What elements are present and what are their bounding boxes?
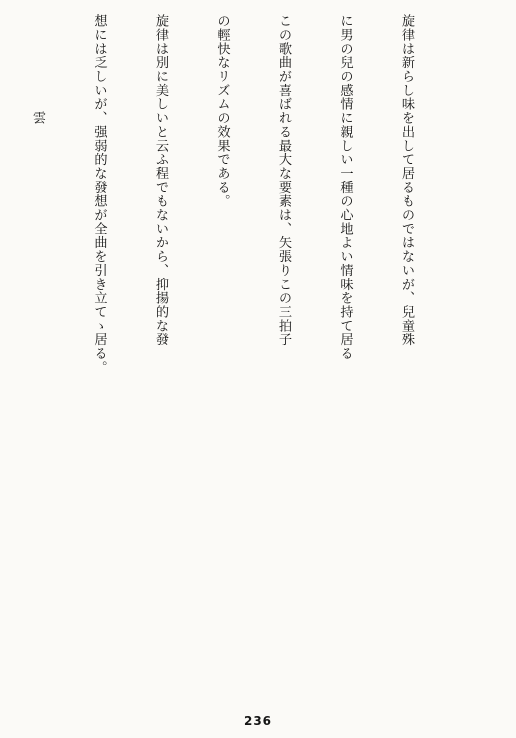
text-line: に男の兒の感情に親しい一種の心地よい情味を持て居る	[337, 14, 353, 361]
text-line: 旋律は新らし味を出して居るものではないが、兒童殊	[399, 14, 414, 347]
section-heading: 雲	[30, 14, 45, 125]
text-line: この歌曲が喜ばれる最大な要素は、矢張りこの三拍子	[276, 14, 291, 347]
text-line: 旋律は別に美しいと云ふ程でもないから、抑揚的な發	[153, 14, 168, 347]
body-text	[28, 14, 498, 704]
text-line: の輕快なリズムの效果である。	[214, 14, 230, 208]
upper-section	[28, 14, 457, 704]
page-number: 236	[243, 714, 273, 728]
text-line: 想には乏しいが、强弱的な發想が全曲を引き立てゝ居る。	[91, 14, 107, 375]
